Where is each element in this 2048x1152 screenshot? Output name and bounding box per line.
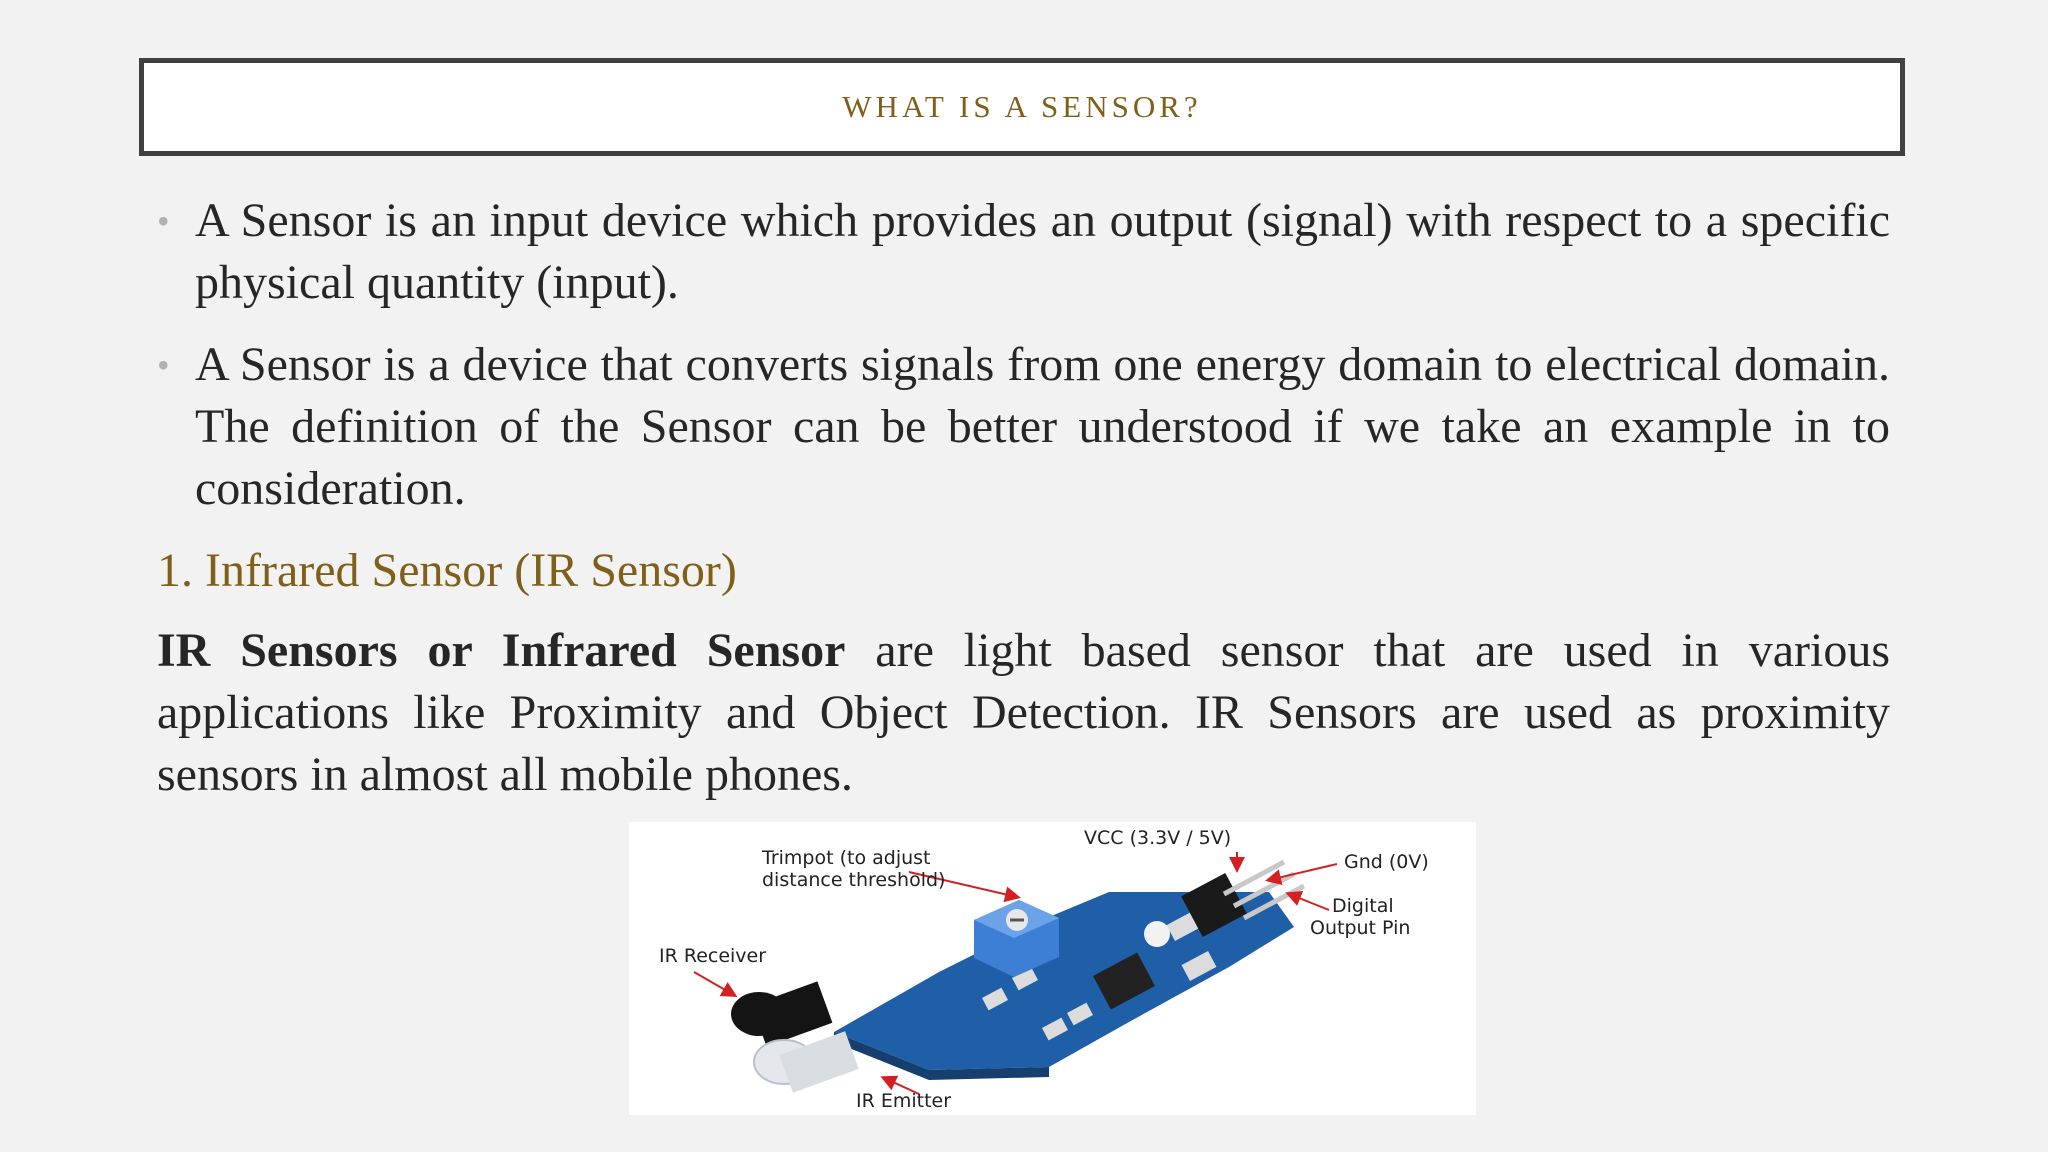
bullet-dot-icon: • <box>157 345 170 385</box>
ir-description-text: are light based sensor that are used in various applications like Proximity and Object Detection. IR Sensors are used as proximity sensors in almost all mobile phones. <box>157 624 1891 801</box>
bullet-text: A Sensor is a device that converts signals from one energy domain to electrical domain. The definition of the Sensor can be better understood if we take an example in to consideration. <box>195 338 1890 515</box>
label-digital-1: Digital <box>1332 895 1394 917</box>
label-ir-receiver: IR Receiver <box>659 945 767 967</box>
label-digital-2: Output Pin <box>1310 917 1411 939</box>
ir-sensor-figure <box>629 822 1476 1115</box>
ir-description-bold: IR Sensors or Infrared Sensor <box>157 624 846 677</box>
label-vcc: VCC (3.3V / 5V) <box>1084 827 1232 849</box>
ir-sensor-diagram <box>629 822 1476 1115</box>
bullet-item <box>157 190 1890 314</box>
ir-receiver-led <box>731 981 832 1046</box>
slide-content <box>157 190 1890 806</box>
ir-description <box>157 620 1890 806</box>
label-ir-emitter: IR Emitter <box>856 1090 952 1112</box>
slide-title-box <box>139 58 1905 156</box>
sensor-board <box>834 862 1304 1080</box>
label-trimpot-2: distance threshold) <box>762 869 946 891</box>
bullet-item <box>157 334 1890 520</box>
label-gnd: Gnd (0V) <box>1344 851 1429 873</box>
bullet-dot-icon: • <box>157 201 170 241</box>
label-trimpot-1: Trimpot (to adjust <box>762 847 931 869</box>
slide-title: WHAT IS A SENSOR? <box>842 89 1202 124</box>
section-heading: 1. Infrared Sensor (IR Sensor) <box>157 544 737 597</box>
bullet-text: A Sensor is an input device which provides an output (signal) with respect to a specific physical quantity (input). <box>195 194 1890 309</box>
